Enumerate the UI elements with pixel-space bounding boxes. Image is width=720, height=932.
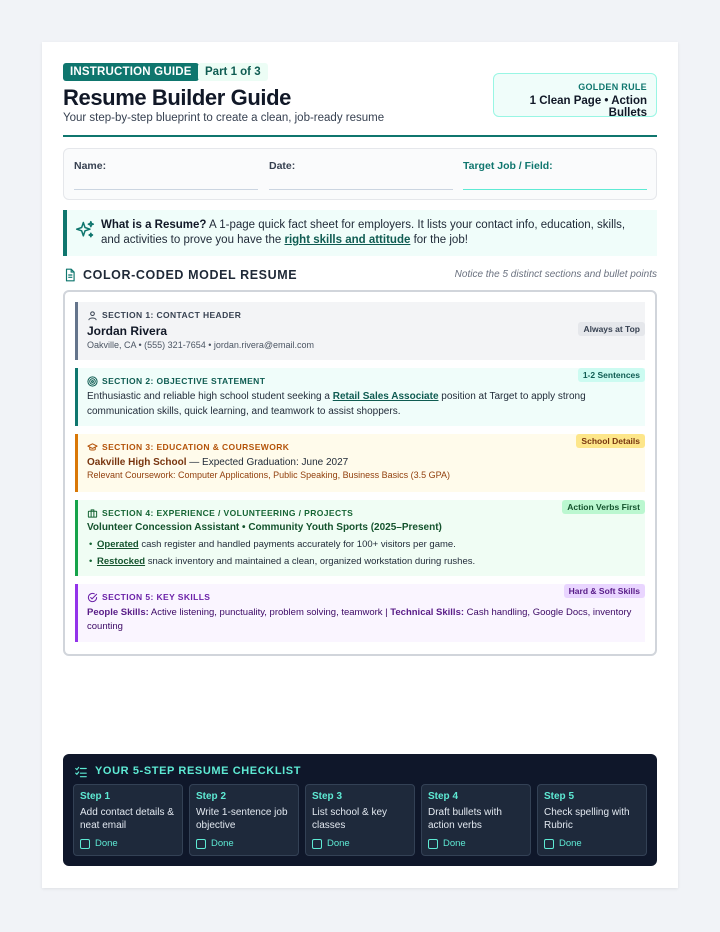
student-fields	[63, 148, 657, 200]
info-text: A 1-page quick fact sheet for employers. It lists your contact info, education, skills, and activities to prove you have the	[101, 219, 626, 246]
section-5-label: SECTION 5: KEY SKILLS	[102, 592, 211, 602]
bullet-text: cash register and handled payments accurately for 100+ visitors per game.	[138, 539, 456, 550]
people-skills: Active listening, punctuality, problem solving, teamwork |	[148, 607, 391, 618]
model-resume	[63, 290, 657, 656]
document-icon	[63, 268, 77, 282]
briefcase-icon	[87, 508, 98, 519]
experience-role: Volunteer Concession Assistant • Community Youth Sports (2025–Present)	[87, 522, 442, 533]
section-2-label: SECTION 2: OBJECTIVE STATEMENT	[102, 376, 266, 386]
checklist-step-3	[305, 784, 415, 856]
step-number: Step 2	[196, 791, 227, 802]
name-field-label: Name:	[74, 160, 107, 172]
graduation-date: — Expected Graduation: June 2027	[186, 457, 349, 468]
section-skills	[75, 584, 645, 642]
worksheet-page	[42, 42, 678, 888]
model-resume-note: Notice the 5 distinct sections and bullet points	[454, 269, 657, 280]
people-skills-label: People Skills:	[87, 607, 149, 618]
section-4-label: SECTION 4: EXPERIENCE / VOLUNTEERING / PROJECTS	[102, 508, 354, 518]
step-text: List school & key classes	[312, 807, 388, 831]
model-resume-title: COLOR-CODED MODEL RESUME	[83, 268, 298, 282]
step-number: Step 4	[428, 791, 459, 802]
date-field-line[interactable]	[269, 189, 453, 190]
step-number: Step 1	[80, 791, 111, 802]
header	[63, 63, 657, 137]
page-subtitle: Your step-by-step blueprint to create a clean, job-ready resume	[63, 112, 385, 124]
step-text: Check spelling with Rubric	[544, 807, 630, 831]
part-badge: Part 1 of 3	[198, 63, 268, 81]
step-number: Step 5	[544, 791, 575, 802]
section-3-label: SECTION 3: EDUCATION & COURSEWORK	[102, 442, 290, 452]
done-label: Done	[327, 838, 350, 849]
done-checkbox[interactable]	[80, 838, 176, 850]
sparkle-icon	[75, 220, 95, 240]
objective-job-title: Retail Sales Associate	[332, 391, 439, 402]
checklist-icon	[74, 765, 88, 779]
target-job-field[interactable]	[463, 160, 553, 172]
resume-checklist	[63, 754, 657, 866]
skills-text	[87, 606, 637, 634]
bullet-text: snack inventory and maintained a clean, organized workstation during rushes.	[145, 556, 476, 567]
checkbox-icon[interactable]	[428, 839, 438, 849]
done-checkbox[interactable]	[196, 838, 292, 850]
done-checkbox[interactable]	[428, 838, 524, 850]
info-highlight: right skills and attitude	[284, 234, 411, 246]
candidate-contact: Oakville, CA • (555) 321-7654 • jordan.rivera@email.com	[87, 340, 315, 350]
resume-definition-callout	[63, 210, 657, 256]
coursework: Relevant Coursework: Computer Applications, Public Speaking, Business Basics (3.5 GPA)	[87, 470, 451, 480]
step-text: Write 1-sentence job objective	[196, 807, 288, 831]
checkbox-icon[interactable]	[544, 839, 554, 849]
checklist-step-4	[421, 784, 531, 856]
checkbox-icon[interactable]	[196, 839, 206, 849]
done-label: Done	[443, 838, 466, 849]
check-circle-icon	[87, 592, 98, 603]
golden-rule-label: GOLDEN RULE	[578, 82, 647, 92]
user-icon	[87, 310, 98, 321]
step-text: Draft bullets with action verbs	[428, 807, 502, 831]
date-field[interactable]	[269, 160, 295, 172]
step-text: Add contact details & neat email	[80, 807, 174, 831]
done-label: Done	[95, 838, 118, 849]
section-objective	[75, 368, 645, 426]
date-field-label: Date:	[269, 160, 296, 172]
school-line	[87, 457, 637, 468]
graduation-cap-icon	[87, 442, 98, 453]
done-label: Done	[559, 838, 582, 849]
golden-rule-value: 1 Clean Page • Action Bullets	[529, 95, 647, 119]
list-item	[87, 553, 637, 570]
objective-pre: Enthusiastic and reliable high school student seeking a	[87, 391, 333, 402]
step-number: Step 3	[312, 791, 343, 802]
list-item	[87, 536, 637, 553]
section-2-tag: 1-2 Sentences	[578, 368, 645, 382]
school-name: Oakville High School	[87, 457, 187, 468]
section-5-tag: Hard & Soft Skills	[564, 584, 645, 598]
golden-rule-box	[493, 73, 657, 117]
checklist-title: YOUR 5-STEP RESUME CHECKLIST	[95, 765, 302, 777]
section-1-label: SECTION 1: CONTACT HEADER	[102, 310, 242, 320]
section-4-tag: Action Verbs First	[562, 500, 645, 514]
name-field-line[interactable]	[74, 189, 258, 190]
done-label: Done	[211, 838, 234, 849]
section-education	[75, 434, 645, 492]
checklist-step-5	[537, 784, 647, 856]
section-1-tag: Always at Top	[578, 322, 645, 336]
done-checkbox[interactable]	[544, 838, 640, 850]
experience-bullets	[87, 536, 637, 570]
action-verb: Restocked	[97, 556, 146, 567]
info-lead: What is a Resume?	[101, 219, 207, 231]
checklist-step-2	[189, 784, 299, 856]
checkbox-icon[interactable]	[80, 839, 90, 849]
candidate-name: Jordan Rivera	[87, 324, 168, 338]
checkbox-icon[interactable]	[312, 839, 322, 849]
action-verb: Operated	[97, 539, 139, 550]
done-checkbox[interactable]	[312, 838, 408, 850]
instruction-guide-badge: INSTRUCTION GUIDE	[63, 63, 199, 81]
target-job-field-label: Target Job / Field:	[463, 160, 553, 172]
section-experience	[75, 500, 645, 576]
objective-post: position at Target to apply strong communication skills, quick learning, and teamwork to assist shoppers.	[87, 391, 586, 417]
page-title: Resume Builder Guide	[63, 85, 291, 110]
objective-text	[87, 389, 637, 419]
technical-skills-label: Technical Skills:	[390, 607, 465, 618]
section-3-tag: School Details	[576, 434, 645, 448]
name-field[interactable]	[74, 160, 106, 172]
technical-skills: Cash handling, Google Docs, inventory counting	[87, 607, 632, 632]
model-resume-heading	[63, 267, 657, 285]
target-job-field-line[interactable]	[463, 189, 647, 190]
section-contact-header	[75, 302, 645, 360]
target-icon	[87, 376, 98, 387]
checklist-step-1	[73, 784, 183, 856]
info-tail: for the job!	[410, 234, 468, 246]
